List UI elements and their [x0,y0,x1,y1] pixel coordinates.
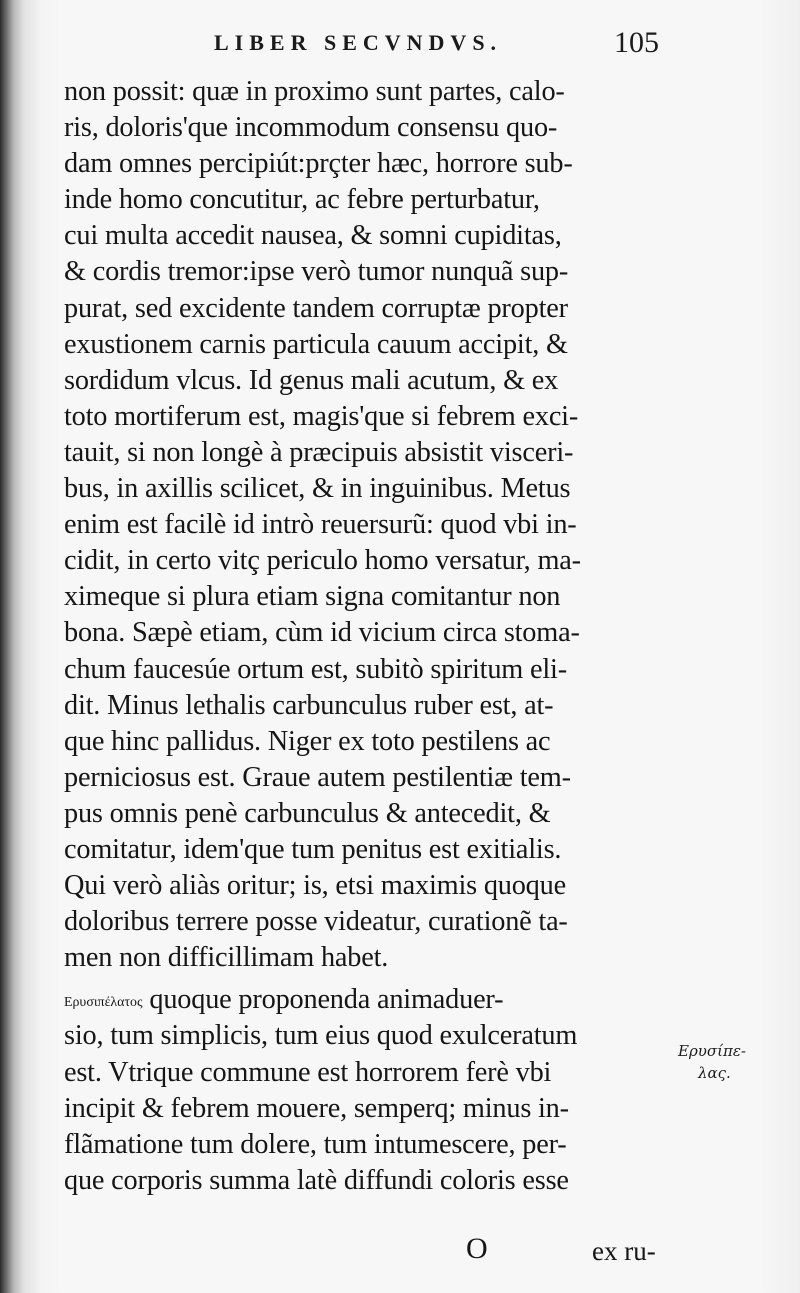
page-header [0,24,800,64]
margin-note [678,1040,788,1084]
text-line: perniciosus est. Graue autem pestilentiæ tem- [64,761,571,793]
main-text [64,74,674,1199]
text-line: cui multa accedit nausea, & somni cupiditas, [64,220,562,252]
text-line: non possit: quæ in proximo sunt partes, calo- [64,76,565,107]
paragraph-first-line [64,982,670,1018]
text-line: sio, tum simplicis, tum eius quod exulceratum [64,1020,578,1052]
text-line: bus, in axillis scilicet, & in inguinibus. Metus [64,473,571,505]
text-line: dit. Minus lethalis carbunculus ruber est, at- [64,689,554,721]
text-line: que corporis summa latè diffundi coloris esse [64,1164,569,1196]
text-line: bona. Sæpè etiam, cùm id vicium circa stoma- [64,617,580,649]
margin-note-line: Ερυσίπε- [678,1042,746,1060]
text-line: exustionem carnis particula cauum accipit, & [64,328,568,360]
text-line: enim est facilè id intrò reuersurũ: quod vbi in- [64,509,577,541]
text-line: comitatur, idem'que tum penitus est exitialis. [64,833,562,865]
text-line: ris, doloris'que incommodum consensu quo- [64,112,558,144]
text-line: tauit, si non longè à præcipuis absistit visceri- [64,436,574,468]
text-line: purat, sed excidente tandem corruptæ propter [64,292,568,324]
text-line: Qui verò aliàs oritur; is, etsi maximis quoque [64,870,566,902]
text-line: flãmatione tum dolere, tum intumescere, per- [64,1128,567,1160]
catchword: ex ru- [592,1236,656,1266]
page-footer [0,1232,800,1272]
signature-mark: O [466,1232,488,1265]
text-line: que hinc pallidus. Niger ex toto pestilens ac [64,725,551,757]
greek-heading-word: Ερυσιπέλατος [64,995,143,1011]
text-line: ximeque si plura etiam signa comitantur non [64,581,561,613]
text-line: chum faucesúe ortum est, subitò spiritum eli- [64,653,567,685]
page-number: 105 [614,26,659,59]
paragraph-first-line-text: quoque proponenda animaduer- [142,984,504,1016]
text-line: pus omnis penè carbunculus & antecedit, & [64,797,551,829]
text-line: incipit & febrem mouere, semperq; minus in- [64,1092,569,1124]
margin-note-line: λας. [698,1064,731,1082]
running-head: LIBER SECVNDVS. [214,30,503,55]
text-line: inde homo concutitur, ac febre perturbatur, [64,184,540,216]
text-line: est. Vtrique commune est horrorem ferè vbi [64,1056,552,1088]
text-line: toto mortiferum est, magis'que si febrem exci- [64,400,579,432]
text-line: men non difficillimam habet. [64,942,389,974]
text-line: sordidum vlcus. Id genus mali acutum, & ex [64,364,559,396]
text-line: dam omnes percipiút:prçter hæc, horrore sub- [64,148,573,180]
text-line: doloribus terrere posse videatur, curationẽ ta- [64,906,568,938]
text-line: cidit, in certo vitç periculo homo versatur, ma- [64,545,581,577]
text-line: & cordis tremor:ipse verò tumor nunquã sup- [64,256,569,288]
